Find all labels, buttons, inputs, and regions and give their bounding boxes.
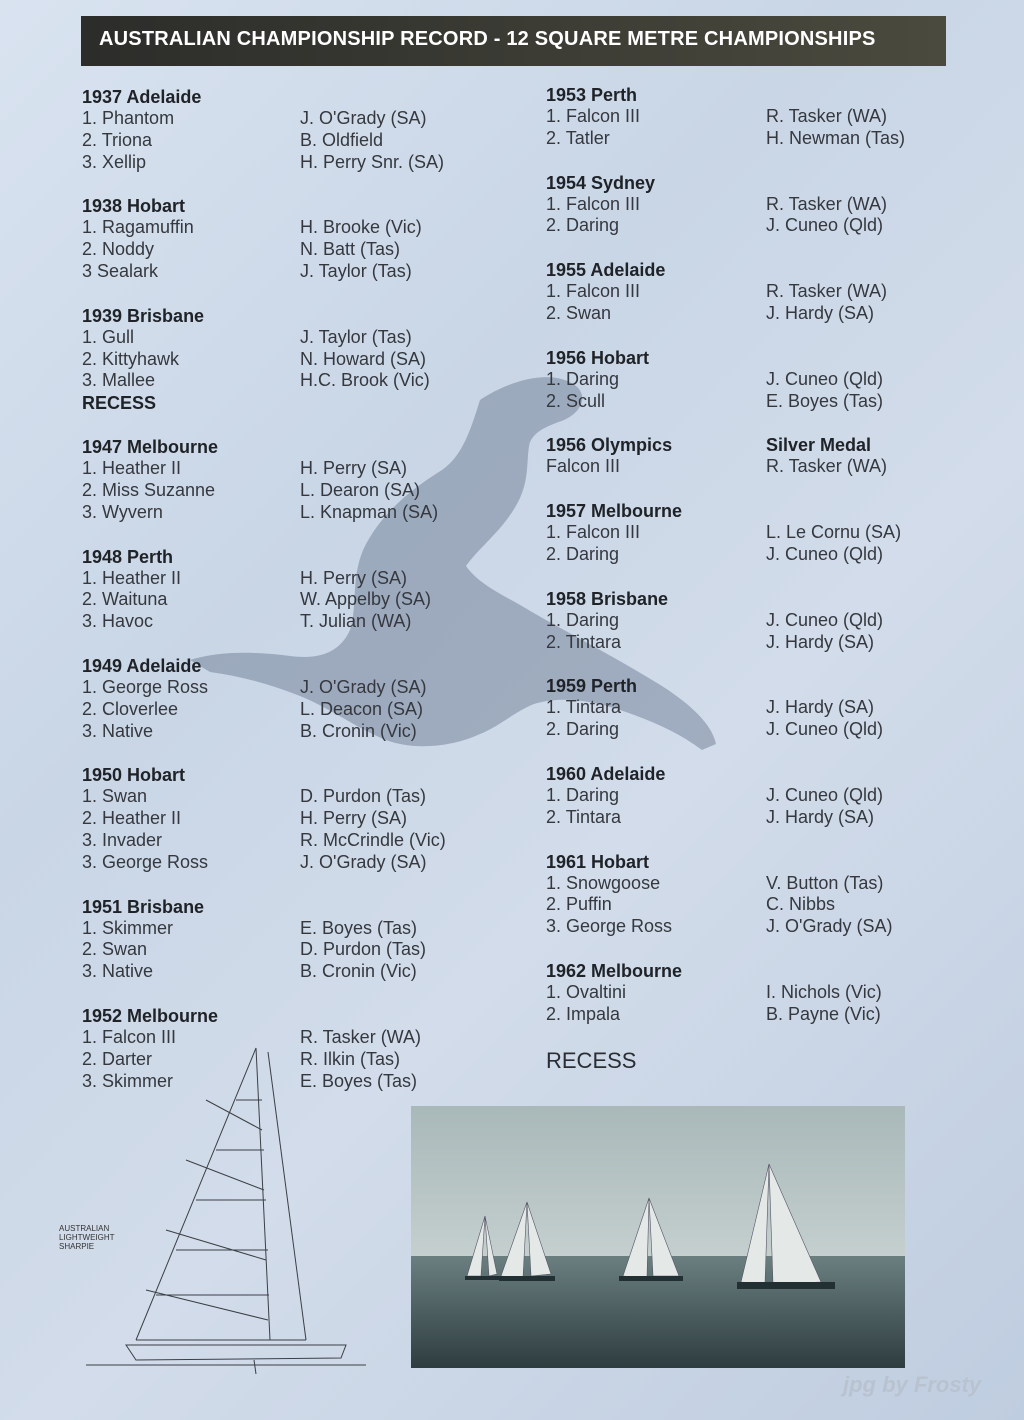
skipper-name: W. Appelby (SA) xyxy=(300,589,432,610)
skipper-name: B. Oldfield xyxy=(300,129,384,150)
skipper-name: E. Boyes (Tas) xyxy=(300,917,418,938)
boat-name: 3. Mallee xyxy=(82,370,156,391)
boat-name: 1. Falcon III xyxy=(546,281,641,302)
boat-name: Falcon III xyxy=(546,456,621,477)
championship-title: 1959 Perth xyxy=(546,676,638,697)
skipper-name: B. Payne (Vic) xyxy=(766,1003,881,1024)
boat-name: 3. George Ross xyxy=(82,851,209,872)
boat-name: 1. Heather II xyxy=(82,567,182,588)
championship-title: 1961 Hobart xyxy=(546,851,650,872)
championship-title: 1947 Melbourne xyxy=(82,437,219,458)
boat-name: 1. Falcon III xyxy=(546,106,641,126)
boat-name: 1. Tintara xyxy=(546,697,622,718)
skipper-name: J. O'Grady (SA) xyxy=(300,851,427,872)
skipper-name: D. Purdon (Tas) xyxy=(300,939,427,960)
skipper-name: E. Boyes (Tas) xyxy=(300,1070,418,1091)
boat-name: 3. Native xyxy=(82,961,154,982)
skipper-name: T. Julian (WA) xyxy=(300,611,412,632)
championship-title: 1939 Brisbane xyxy=(82,305,205,326)
results-column-left xyxy=(82,86,522,1114)
boat-name: 3 Sealark xyxy=(82,260,159,281)
championship-1950 xyxy=(82,764,522,873)
boat-name: 1. Snowgoose xyxy=(546,872,661,893)
boat-name: 3. Native xyxy=(82,720,154,741)
championship-1937 xyxy=(82,86,522,173)
championship-1956-olympics xyxy=(546,434,946,478)
boat-name: 2. Daring xyxy=(546,215,620,236)
championship-1954 xyxy=(546,172,946,238)
boat-name: 2. Miss Suzanne xyxy=(82,479,216,500)
championship-1962 xyxy=(546,960,946,1026)
skipper-name: B. Cronin (Vic) xyxy=(300,720,417,741)
caption-line: AUSTRALIAN xyxy=(59,1224,110,1233)
skipper-name: J. Hardy (SA) xyxy=(766,302,875,323)
boat-name: 1. Falcon III xyxy=(82,1026,177,1047)
championship-title: 1949 Adelaide xyxy=(82,655,202,676)
page-title: AUSTRALIAN CHAMPIONSHIP RECORD - 12 SQUARE METRE CHAMPIONSHIPS xyxy=(99,28,876,50)
boat-name: 2. Tintara xyxy=(546,631,622,652)
skipper-name: J. Cuneo (Qld) xyxy=(766,215,884,236)
skipper-name: L. Deacon (SA) xyxy=(300,698,424,719)
skipper-name: R. Ilkin (Tas) xyxy=(300,1048,401,1069)
boat-name: 1. Heather II xyxy=(82,458,182,479)
skipper-name: L. Dearon (SA) xyxy=(300,479,421,500)
caption-line: LIGHTWEIGHT xyxy=(59,1233,115,1242)
skipper-name: J. Cuneo (Qld) xyxy=(766,543,884,564)
boat-name: 3. Havoc xyxy=(82,611,154,632)
boat-name: 2. Tintara xyxy=(546,806,622,827)
sail-plan-drawing xyxy=(56,1040,376,1375)
championship-1951 xyxy=(82,896,522,983)
skipper-name: J. Cuneo (Qld) xyxy=(766,719,884,740)
boat-name: 3. Xellip xyxy=(82,151,147,172)
results-column-right xyxy=(546,84,946,1074)
boat-name: 1. Daring xyxy=(546,784,620,805)
championship-1948 xyxy=(82,546,522,633)
championship-1961 xyxy=(546,851,946,938)
championship-1939 xyxy=(82,305,522,414)
skipper-name: R. Tasker (WA) xyxy=(300,1026,422,1047)
skipper-name: H. Perry Snr. (SA) xyxy=(300,151,445,172)
boat-name: 3. George Ross xyxy=(546,916,673,937)
skipper-name: J. Cuneo (Qld) xyxy=(766,609,884,630)
boat-name: 3. Skimmer xyxy=(82,1070,174,1091)
recess-label: RECESS xyxy=(82,393,157,414)
skipper-name: R. Tasker (WA) xyxy=(766,456,888,477)
championship-title: 1955 Adelaide xyxy=(546,260,666,281)
championship-1958 xyxy=(546,588,946,654)
skipper-name: R. Tasker (WA) xyxy=(766,106,888,126)
skipper-name: J. Hardy (SA) xyxy=(766,806,875,827)
skipper-name: L. Le Cornu (SA) xyxy=(766,522,902,543)
boat-name: 2. Heather II xyxy=(82,808,182,829)
skipper-name: H. Perry (SA) xyxy=(300,808,408,829)
championship-title: 1948 Perth xyxy=(82,546,174,567)
championship-title: 1957 Melbourne xyxy=(546,501,683,522)
skipper-name: I. Nichols (Vic) xyxy=(766,981,882,1002)
skipper-name: R. Tasker (WA) xyxy=(766,193,888,214)
championship-1947 xyxy=(82,436,522,523)
boat-name: 2. Impala xyxy=(546,1003,621,1024)
skipper-name: H. Perry (SA) xyxy=(300,567,408,588)
championship-title: 1952 Melbourne xyxy=(82,1005,219,1026)
medal-label: Silver Medal xyxy=(766,435,872,456)
boat-name: 2. Scull xyxy=(546,390,606,411)
photo-credit: jpg by Frosty xyxy=(843,1372,982,1397)
boat-name: 1. Daring xyxy=(546,609,620,630)
boat-name: 2. Noddy xyxy=(82,239,155,260)
boat-name: 2. Daring xyxy=(546,543,620,564)
championship-1949 xyxy=(82,655,522,742)
boat-name: 1. Phantom xyxy=(82,108,175,128)
skipper-name: H. Brooke (Vic) xyxy=(300,217,422,238)
skipper-name: H. Newman (Tas) xyxy=(766,127,906,148)
skipper-name: L. Knapman (SA) xyxy=(300,501,439,522)
boat-name: 2. Daring xyxy=(546,719,620,740)
boat-name: 2. Swan xyxy=(82,939,148,960)
championship-title: 1960 Adelaide xyxy=(546,763,666,784)
skipper-name: C. Nibbs xyxy=(766,894,836,915)
championship-title: 1951 Brisbane xyxy=(82,896,205,917)
championship-title: 1950 Hobart xyxy=(82,765,186,786)
boat-name: 1. Ovaltini xyxy=(546,981,627,1002)
skipper-name: H.C. Brook (Vic) xyxy=(300,370,430,391)
championship-title: 1956 Olympics xyxy=(546,435,673,456)
championship-1960 xyxy=(546,763,946,829)
page-title-banner xyxy=(81,16,946,66)
skipper-name: B. Cronin (Vic) xyxy=(300,961,417,982)
skipper-name: J. Hardy (SA) xyxy=(766,631,875,652)
championship-title: 1962 Melbourne xyxy=(546,960,683,981)
boat-name: 1. Daring xyxy=(546,368,620,389)
skipper-name: J. O'Grady (SA) xyxy=(300,108,427,128)
sail-plan-caption xyxy=(59,1224,139,1251)
championship-title: 1954 Sydney xyxy=(546,172,656,193)
skipper-name: J. Hardy (SA) xyxy=(766,697,875,718)
boat-name: 3. Wyvern xyxy=(82,501,163,522)
championship-title: 1938 Hobart xyxy=(82,196,186,217)
boat-name: 2. Tatler xyxy=(546,127,610,148)
skipper-name: R. Tasker (WA) xyxy=(766,281,888,302)
boat-name: 3. Invader xyxy=(82,829,163,850)
yachts-racing-photo xyxy=(411,1106,905,1368)
boat-name: 2. Kittyhawk xyxy=(82,348,180,369)
skipper-name: J. Cuneo (Qld) xyxy=(766,784,884,805)
championship-1956 xyxy=(546,347,946,413)
boat-name: 2. Waituna xyxy=(82,589,168,610)
skipper-name: J. O'Grady (SA) xyxy=(300,676,427,697)
skipper-name: N. Howard (SA) xyxy=(300,348,427,369)
recess-label: RECESS xyxy=(546,1047,637,1073)
boat-name: 1. Gull xyxy=(82,326,135,347)
skipper-name: H. Perry (SA) xyxy=(300,458,408,479)
boat-name: 2. Cloverlee xyxy=(82,698,179,719)
skipper-name: J. Taylor (Tas) xyxy=(300,326,412,347)
championship-1955 xyxy=(546,259,946,325)
boat-name: 1. Swan xyxy=(82,786,148,807)
boat-name: 2. Puffin xyxy=(546,894,612,915)
boat-name: 1. Falcon III xyxy=(546,193,641,214)
skipper-name: J. O'Grady (SA) xyxy=(766,916,893,937)
boat-name: 2. Swan xyxy=(546,302,612,323)
championship-1938 xyxy=(82,195,522,282)
championship-1959 xyxy=(546,675,946,741)
championship-title: 1953 Perth xyxy=(546,85,638,105)
boat-name: 1. Ragamuffin xyxy=(82,217,194,238)
championship-title: 1956 Hobart xyxy=(546,347,650,368)
championship-title: 1937 Adelaide xyxy=(82,87,202,107)
skipper-name: V. Button (Tas) xyxy=(766,872,884,893)
caption-line: SHARPIE xyxy=(59,1242,95,1251)
championship-title: 1958 Brisbane xyxy=(546,588,669,609)
skipper-name: R. McCrindle (Vic) xyxy=(300,829,446,850)
boat-name: 1. George Ross xyxy=(82,676,209,697)
championship-1957 xyxy=(546,500,946,566)
boat-name: 1. Skimmer xyxy=(82,917,174,938)
skipper-name: J. Cuneo (Qld) xyxy=(766,368,884,389)
championship-1953 xyxy=(546,84,946,150)
boat-name: 2. Darter xyxy=(82,1048,153,1069)
skipper-name: N. Batt (Tas) xyxy=(300,239,401,260)
skipper-name: J. Taylor (Tas) xyxy=(300,260,412,281)
boat-name: 1. Falcon III xyxy=(546,522,641,543)
skipper-name: E. Boyes (Tas) xyxy=(766,390,884,411)
boat-name: 2. Triona xyxy=(82,129,153,150)
skipper-name: D. Purdon (Tas) xyxy=(300,786,427,807)
